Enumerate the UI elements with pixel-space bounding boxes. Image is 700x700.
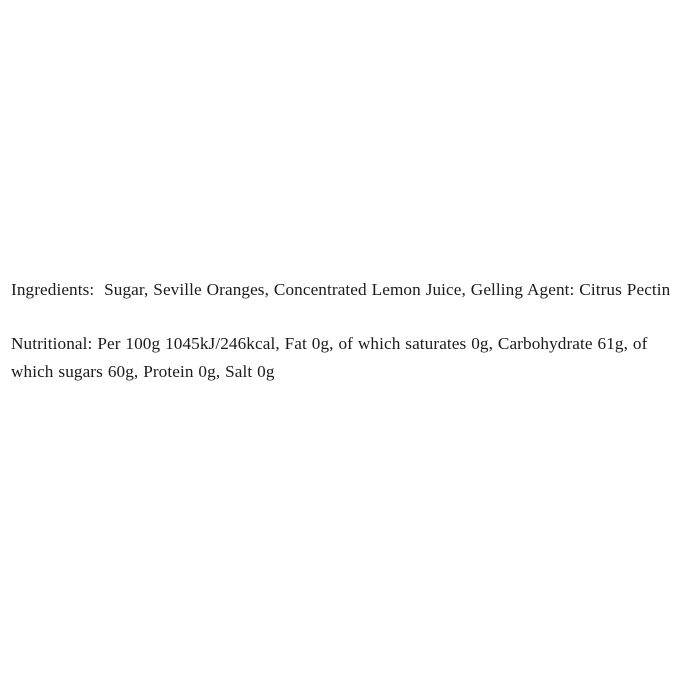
ingredients-spacer bbox=[94, 280, 104, 299]
nutritional-label: Nutritional: bbox=[11, 333, 93, 353]
nutritional-paragraph bbox=[11, 330, 693, 386]
ingredients-paragraph bbox=[11, 276, 693, 304]
ingredients-label: Ingredients: bbox=[11, 280, 95, 299]
product-info-block bbox=[11, 276, 693, 386]
ingredients-text: Sugar, Seville Oranges, Concentrated Lemon Juice, Gelling Agent: Citrus Pectin bbox=[104, 280, 671, 299]
nutritional-text: Per 100g 1045kJ/246kcal, Fat 0g, of which saturates 0g, Carbohydrate 61g, of which sugars 60g, Protein 0g, Salt 0g bbox=[11, 333, 648, 381]
